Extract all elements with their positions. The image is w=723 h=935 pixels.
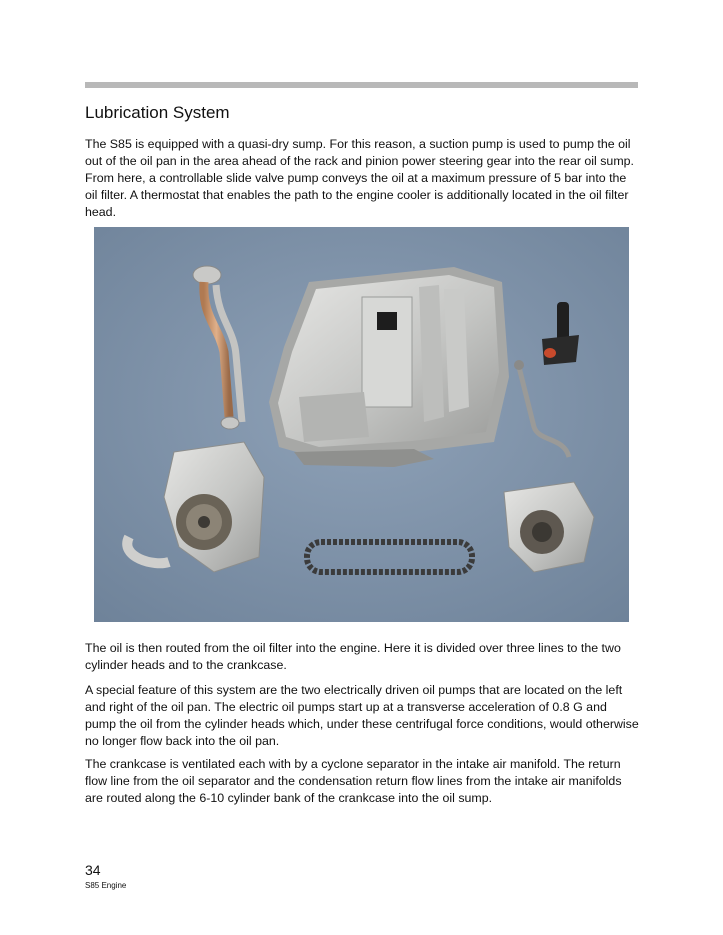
oil-system-components-photo — [94, 227, 629, 622]
oil-pan — [269, 267, 509, 467]
intro-paragraph: The S85 is equipped with a quasi-dry sump. For this reason, a suction pump is used to pump the oil out of the oil pan in the area ahead of the rack and pinion power steering gear into the rear oil sump. From here, a controllable slide valve pump conveys the oil at a maximum pressure of 5 bar into the oil filter. A thermostat that enables the path to the engine cooler is additionally located in the oil filter head. — [85, 137, 634, 219]
electric-pumps-paragraph: A special feature of this system are the two electrically driven oil pumps that are located on the left and right of the oil pan. The electric oil pumps start up at a transverse acceleration of 0.8 G and pump the oil from the cylinder heads which, under these centrifugal force conditions, would otherwise no longer flow back into the oil pan. — [85, 683, 639, 748]
footer-label: S85 Engine — [85, 881, 127, 890]
page-number: 34 — [85, 862, 101, 878]
header-rule — [85, 82, 638, 88]
section-title: Lubrication System — [85, 103, 230, 122]
oil-routing-paragraph: The oil is then routed from the oil filter into the engine. Here it is divided over three lines to the two cylinder heads and to the crankcase. — [85, 641, 621, 672]
crankcase-ventilation-paragraph: The crankcase is ventilated each with by a cyclone separator in the intake air manifold. The return flow line from the oil separator and the condensation return flow lines from the intake air manifolds are routed along the 6-10 cylinder bank of the crankcase into the oil sump. — [85, 757, 622, 805]
